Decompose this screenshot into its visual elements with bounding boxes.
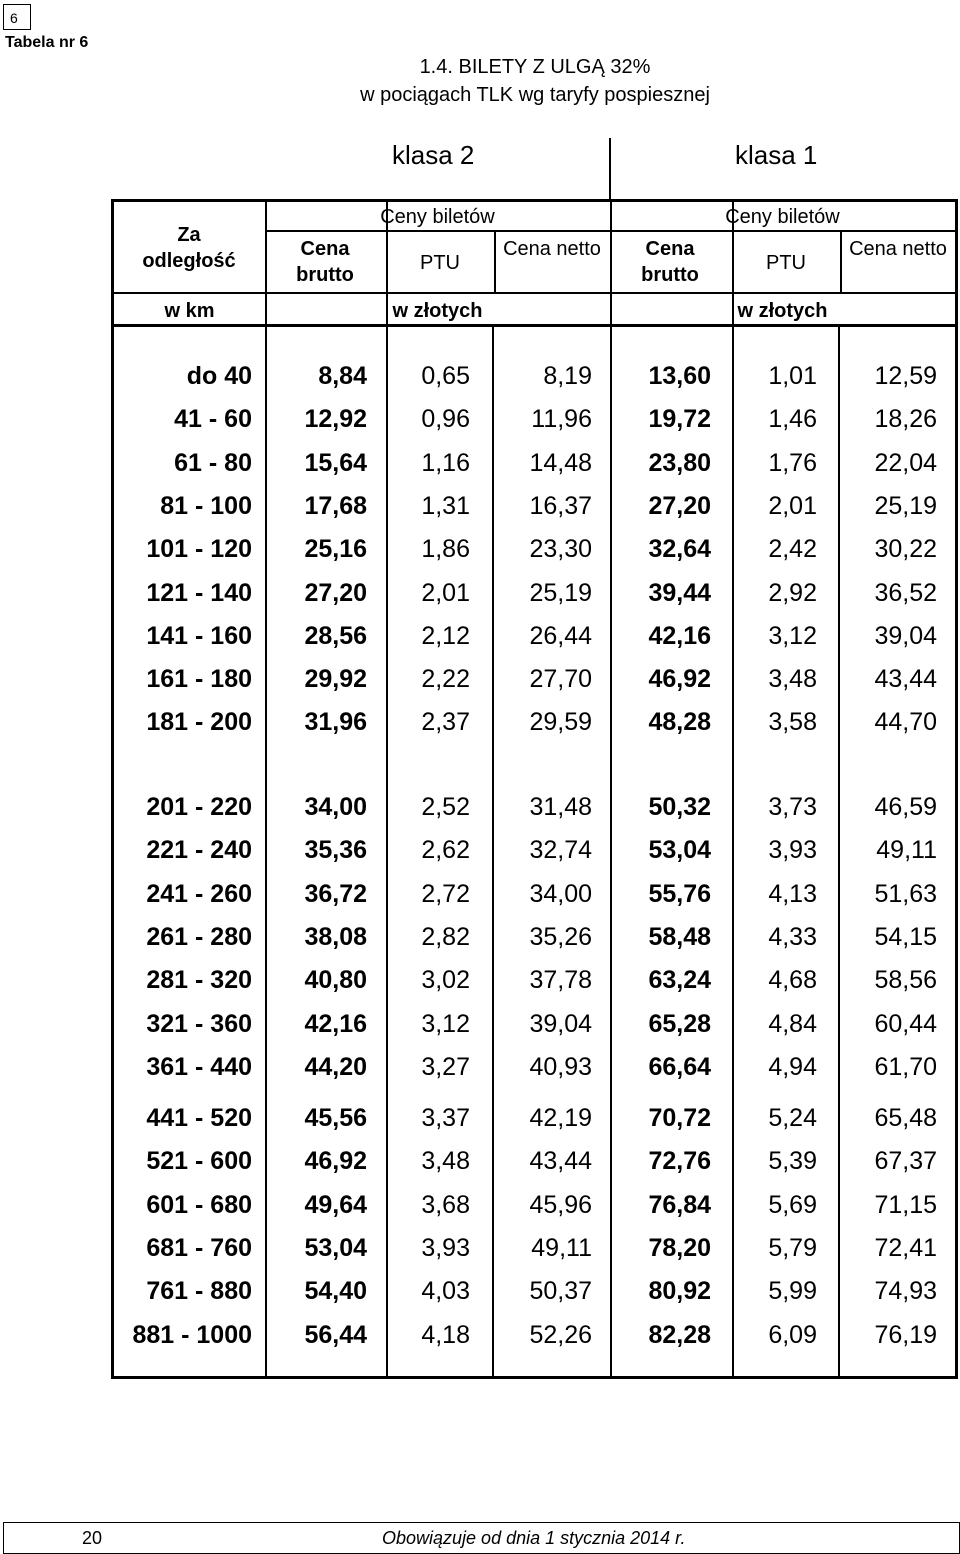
- cell-class1-ptu: 4,68: [768, 966, 817, 995]
- cell-class2-brutto: 8,84: [318, 362, 367, 390]
- cell-distance: 61 - 80: [174, 448, 252, 477]
- cell-class2-ptu: 3,12: [421, 1009, 470, 1038]
- cell-class1-netto: 36,52: [874, 578, 937, 607]
- cell-class2-brutto: 53,04: [304, 1233, 367, 1262]
- cell-class2-brutto: 25,16: [304, 535, 367, 564]
- cell-class1-netto: 39,04: [874, 621, 937, 650]
- class-2-label: klasa 2: [392, 140, 475, 170]
- col-line: [386, 326, 388, 1376]
- footer-validity-text: Obowiązuje od dnia 1 stycznia 2014 r.: [382, 1528, 686, 1548]
- cell-class1-ptu: 3,93: [768, 836, 817, 865]
- cell-class2-netto: 50,37: [529, 1277, 592, 1306]
- cell-class2-netto: 8,19: [543, 362, 592, 390]
- cell-class2-ptu: 3,48: [421, 1147, 470, 1176]
- cell-class2-ptu: 3,02: [421, 966, 470, 995]
- cell-distance: 181 - 200: [146, 708, 252, 737]
- cell-class1-ptu: 5,99: [768, 1277, 817, 1306]
- cell-class2-netto: 16,37: [529, 491, 592, 520]
- header-ptu-1: PTU: [766, 252, 806, 274]
- cell-class2-netto: 40,93: [529, 1052, 592, 1081]
- header-ptu-2: PTU: [420, 252, 460, 274]
- cell-class1-ptu: 4,84: [768, 1009, 817, 1038]
- cell-class2-ptu: 2,12: [421, 621, 470, 650]
- cell-class2-ptu: 1,86: [421, 535, 470, 564]
- cell-class2-brutto: 56,44: [304, 1320, 367, 1349]
- cell-class1-netto: 65,48: [874, 1104, 937, 1132]
- header-ceny-biletow-1: Ceny biletów: [725, 206, 840, 228]
- cell-class2-netto: 34,00: [529, 879, 592, 908]
- cell-class1-netto: 67,37: [874, 1147, 937, 1176]
- cell-class2-brutto: 35,36: [304, 836, 367, 865]
- cell-distance: do 40: [186, 362, 252, 390]
- class-divider: [609, 138, 611, 200]
- cell-class2-brutto: 40,80: [304, 966, 367, 995]
- cell-distance: 261 - 280: [146, 922, 252, 951]
- cell-class1-brutto: 55,76: [648, 879, 711, 908]
- cell-class2-brutto: 34,00: [304, 793, 367, 821]
- cell-class1-ptu: 6,09: [768, 1320, 817, 1349]
- cell-class2-ptu: 2,37: [421, 708, 470, 737]
- col-line: [265, 202, 267, 1376]
- cell-class1-ptu: 4,94: [768, 1052, 817, 1081]
- header-cena-netto-2: Cena netto: [503, 238, 601, 260]
- cell-class1-ptu: 3,58: [768, 708, 817, 737]
- cell-class2-brutto: 12,92: [304, 405, 367, 434]
- cell-class2-ptu: 3,37: [421, 1104, 470, 1132]
- cell-class1-netto: 25,19: [874, 491, 937, 520]
- header-bottom-line: [114, 324, 955, 327]
- title-line-2: w pociągach TLK wg taryfy pospiesznej: [360, 84, 710, 106]
- cell-class1-brutto: 78,20: [648, 1233, 711, 1262]
- cell-class1-brutto: 46,92: [648, 665, 711, 694]
- cell-class1-netto: 61,70: [874, 1052, 937, 1081]
- cell-class2-brutto: 36,72: [304, 879, 367, 908]
- cell-distance: 201 - 220: [146, 793, 252, 821]
- cell-class1-ptu: 1,76: [768, 448, 817, 477]
- cell-class1-netto: 71,15: [874, 1190, 937, 1219]
- cell-class1-netto: 54,15: [874, 922, 937, 951]
- cell-class2-netto: 14,48: [529, 448, 592, 477]
- cell-class2-ptu: 4,03: [421, 1277, 470, 1306]
- cell-class1-brutto: 72,76: [648, 1147, 711, 1176]
- cell-class2-ptu: 0,96: [421, 405, 470, 434]
- cell-class2-brutto: 31,96: [304, 708, 367, 737]
- cell-class1-netto: 18,26: [874, 405, 937, 434]
- cell-class1-brutto: 39,44: [648, 578, 711, 607]
- cell-class2-netto: 37,78: [529, 966, 592, 995]
- cell-class2-netto: 52,26: [529, 1320, 592, 1349]
- header-line: [114, 292, 955, 294]
- header-cena-brutto-1: Cena brutto: [641, 238, 699, 286]
- header-distance: Za odległość: [142, 224, 236, 272]
- header-cena-brutto-2: Cena brutto: [296, 238, 354, 286]
- header-distance-unit: w km: [164, 300, 215, 322]
- cell-class1-ptu: 2,42: [768, 535, 817, 564]
- cell-distance: 281 - 320: [146, 966, 252, 995]
- cell-class2-ptu: 3,27: [421, 1052, 470, 1081]
- cell-class2-ptu: 1,16: [421, 448, 470, 477]
- cell-distance: 521 - 600: [146, 1147, 252, 1176]
- cell-class1-ptu: 1,01: [768, 362, 817, 390]
- cell-class1-netto: 76,19: [874, 1320, 937, 1349]
- cell-class1-brutto: 19,72: [648, 405, 711, 434]
- cell-class1-brutto: 13,60: [648, 362, 711, 390]
- cell-class2-brutto: 17,68: [304, 491, 367, 520]
- cell-class2-ptu: 2,82: [421, 922, 470, 951]
- cell-class2-ptu: 2,01: [421, 578, 470, 607]
- cell-class2-netto: 23,30: [529, 535, 592, 564]
- cell-class1-netto: 44,70: [874, 708, 937, 737]
- cell-class1-brutto: 50,32: [648, 793, 711, 821]
- cell-class2-ptu: 2,22: [421, 665, 470, 694]
- cell-distance: 601 - 680: [146, 1190, 252, 1219]
- header-ceny-biletow-2: Ceny biletów: [380, 206, 495, 228]
- cell-class2-netto: 45,96: [529, 1190, 592, 1219]
- cell-class1-ptu: 3,12: [768, 621, 817, 650]
- cell-class2-ptu: 2,72: [421, 879, 470, 908]
- cell-distance: 221 - 240: [146, 836, 252, 865]
- cell-class2-ptu: 2,52: [421, 793, 470, 821]
- cell-class2-brutto: 27,20: [304, 578, 367, 607]
- cell-class2-brutto: 42,16: [304, 1009, 367, 1038]
- cell-class2-netto: 29,59: [529, 708, 592, 737]
- cell-class1-ptu: 4,13: [768, 879, 817, 908]
- cell-class1-brutto: 32,64: [648, 535, 711, 564]
- cell-class1-netto: 49,11: [876, 836, 937, 865]
- cell-class1-netto: 51,63: [874, 879, 937, 908]
- cell-class1-ptu: 5,24: [768, 1104, 817, 1132]
- cell-class1-brutto: 66,64: [648, 1052, 711, 1081]
- title-line-1: 1.4. BILETY Z ULGĄ 32%: [419, 56, 651, 78]
- col-line: [732, 326, 734, 1376]
- cell-class2-brutto: 54,40: [304, 1277, 367, 1306]
- cell-class2-brutto: 29,92: [304, 665, 367, 694]
- cell-class2-ptu: 3,93: [421, 1233, 470, 1262]
- cell-class1-ptu: 2,92: [768, 578, 817, 607]
- cell-class2-brutto: 46,92: [304, 1147, 367, 1176]
- cell-distance: 121 - 140: [146, 578, 252, 607]
- cell-class2-netto: 43,44: [529, 1147, 592, 1176]
- cell-class1-ptu: 3,48: [768, 665, 817, 694]
- cell-class1-ptu: 5,69: [768, 1190, 817, 1219]
- cell-class1-ptu: 3,73: [768, 793, 817, 821]
- cell-class1-brutto: 58,48: [648, 922, 711, 951]
- table-label: Tabela nr 6: [5, 34, 89, 51]
- page-number: 6: [10, 10, 18, 26]
- cell-distance: 881 - 1000: [132, 1320, 252, 1349]
- cell-class2-netto: 31,48: [529, 793, 592, 821]
- cell-class2-brutto: 28,56: [304, 621, 367, 650]
- cell-distance: 81 - 100: [160, 491, 252, 520]
- cell-class1-netto: 46,59: [874, 793, 937, 821]
- cell-class1-brutto: 80,92: [648, 1277, 711, 1306]
- cell-class1-netto: 72,41: [874, 1233, 937, 1262]
- cell-class2-ptu: 0,65: [421, 362, 470, 390]
- cell-class2-ptu: 1,31: [421, 491, 470, 520]
- cell-class1-ptu: 5,39: [768, 1147, 817, 1176]
- header-w-zlotych-1: w złotych: [737, 300, 828, 322]
- cell-class2-netto: 42,19: [529, 1104, 592, 1132]
- cell-class1-netto: 12,59: [874, 362, 937, 390]
- cell-class1-brutto: 70,72: [648, 1104, 711, 1132]
- cell-class1-brutto: 63,24: [648, 966, 711, 995]
- cell-class1-ptu: 4,33: [768, 922, 817, 951]
- cell-class2-brutto: 45,56: [304, 1104, 367, 1132]
- cell-class1-ptu: 1,46: [768, 405, 817, 434]
- cell-distance: 761 - 880: [146, 1277, 252, 1306]
- cell-class1-ptu: 2,01: [768, 491, 817, 520]
- cell-class2-netto: 25,19: [529, 578, 592, 607]
- cell-class2-netto: 27,70: [529, 665, 592, 694]
- cell-distance: 101 - 120: [146, 535, 252, 564]
- fare-table: [111, 199, 958, 1379]
- cell-class1-brutto: 27,20: [648, 491, 711, 520]
- cell-class1-ptu: 5,79: [768, 1233, 817, 1262]
- cell-class1-netto: 22,04: [874, 448, 937, 477]
- cell-class1-netto: 30,22: [874, 535, 937, 564]
- cell-class1-brutto: 48,28: [648, 708, 711, 737]
- cell-class1-brutto: 65,28: [648, 1009, 711, 1038]
- cell-distance: 161 - 180: [146, 665, 252, 694]
- cell-class2-brutto: 49,64: [304, 1190, 367, 1219]
- cell-class1-brutto: 76,84: [648, 1190, 711, 1219]
- cell-distance: 681 - 760: [146, 1233, 252, 1262]
- cell-class1-brutto: 53,04: [648, 836, 711, 865]
- cell-distance: 241 - 260: [146, 879, 252, 908]
- cell-class2-brutto: 15,64: [304, 448, 367, 477]
- col-line: [610, 202, 612, 1376]
- cell-class1-brutto: 23,80: [648, 448, 711, 477]
- cell-class1-netto: 43,44: [874, 665, 937, 694]
- cell-distance: 321 - 360: [146, 1009, 252, 1038]
- cell-class2-netto: 11,96: [531, 405, 592, 434]
- cell-class1-netto: 60,44: [874, 1009, 937, 1038]
- page-number-box: [3, 4, 31, 30]
- cell-distance: 441 - 520: [146, 1104, 252, 1132]
- cell-class2-netto: 49,11: [531, 1233, 592, 1262]
- header-w-zlotych-2: w złotych: [392, 300, 483, 322]
- cell-class2-brutto: 38,08: [304, 922, 367, 951]
- cell-class1-brutto: 42,16: [648, 621, 711, 650]
- cell-class2-brutto: 44,20: [304, 1052, 367, 1081]
- col-line: [492, 326, 494, 1376]
- cell-class2-ptu: 2,62: [421, 836, 470, 865]
- header-cena-netto-1: Cena netto: [849, 238, 947, 260]
- cell-distance: 361 - 440: [146, 1052, 252, 1081]
- cell-class2-ptu: 3,68: [421, 1190, 470, 1219]
- cell-class2-netto: 35,26: [529, 922, 592, 951]
- footer-page-number: 20: [82, 1528, 103, 1548]
- cell-class2-netto: 39,04: [529, 1009, 592, 1038]
- cell-distance: 41 - 60: [174, 405, 252, 434]
- cell-class2-ptu: 4,18: [421, 1320, 470, 1349]
- cell-distance: 141 - 160: [146, 621, 252, 650]
- col-line: [838, 326, 840, 1376]
- cell-class1-netto: 58,56: [874, 966, 937, 995]
- class-1-label: klasa 1: [735, 140, 818, 170]
- cell-class2-netto: 32,74: [529, 836, 592, 865]
- cell-class1-brutto: 82,28: [648, 1320, 711, 1349]
- cell-class1-netto: 74,93: [874, 1277, 937, 1306]
- cell-class2-netto: 26,44: [529, 621, 592, 650]
